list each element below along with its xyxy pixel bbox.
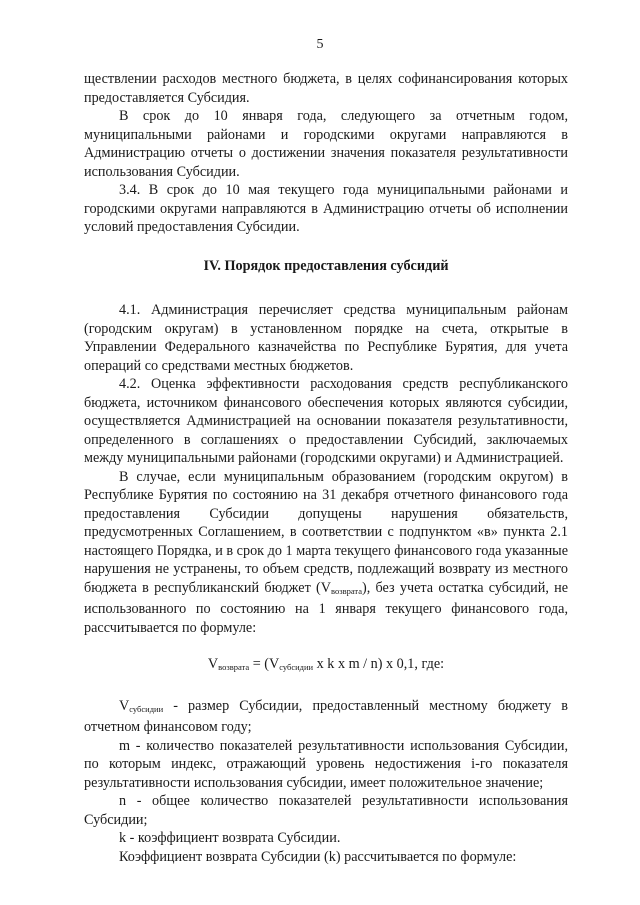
definition-v-subsidii bbox=[84, 697, 568, 737]
section-heading: IV. Порядок предоставления субсидий bbox=[203, 257, 449, 274]
paragraph-4-1: 4.1. Администрация перечисляет средства муниципальным районам (городским округам) в установленном порядке на счета, открытые в Управлении Федерального казначейства по Республике Бурятия, для учета операций со средствами местных бюджетов. bbox=[84, 302, 568, 374]
paragraph-4-2: 4.2. Оценка эффективности расходования средств республиканского бюджета, источником финансового обеспечения которых являются субсидии, осуществляется Администрацией на основании показателя результативности, определенного в соглашениях о предоставлении Субсидий, заключаемых между муниципальными районами (городскими округами) и Администрацией. bbox=[84, 376, 568, 466]
definition-symbol: V bbox=[119, 697, 130, 714]
formula-eq: = (V bbox=[249, 656, 280, 672]
paragraph-return-condition bbox=[84, 468, 568, 638]
formula-lhs-subscript: возврата bbox=[218, 662, 250, 672]
paragraph-text-part: ), без учета остатка субсидий, не использованного по состоянию на 1 января текущего финансового года, рассчитывается по формуле: bbox=[84, 579, 569, 636]
subscript-vozvrata: возврата bbox=[331, 585, 362, 596]
document-body bbox=[84, 70, 568, 866]
definition-m: m - количество показателей результативности использования Субсидии, по которым индекс, отражающий уровень недостижения i-го показателя результативности использования субсидии, имеет положительное значение; bbox=[84, 737, 568, 791]
paragraph-text-part: В случае, если муниципальным образованием (городским округом) в Республике Бурятия по состоянию на 31 декабря отчетного финансового года предоставления Субсидии допущены нарушения обязательств, предусмотренных Соглашением, в соответствии с подпунктом «в» пункта 2.1 настоящего Порядка, и в срок до 1 марта текущего финансового года указанные нарушения не устранены, то объем средств, подлежащий возврату из местного бюджета в республиканский бюджет (V bbox=[84, 468, 568, 596]
formula-lhs: V bbox=[207, 656, 219, 672]
return-formula bbox=[84, 655, 568, 677]
definition-text: - размер Субсидии, предоставленный местному бюджету в отчетном финансовом году; bbox=[84, 697, 568, 735]
coefficient-intro: Коэффициент возврата Субсидии (k) рассчитывается по формуле: bbox=[119, 848, 517, 865]
paragraph-3-4: 3.4. В срок до 10 мая текущего года муниципальными районами и городскими округами направляются в Администрацию отчеты об исполнении условий предоставления Субсидии. bbox=[84, 182, 568, 235]
definition-k: k - коэффициент возврата Субсидии. bbox=[119, 830, 341, 846]
paragraph-reports-january: В срок до 10 января года, следующего за отчетным годом, муниципальными районами и городскими округами направляются в Администрацию отчеты о достижении значения показателя результативности использования Субсидии. bbox=[84, 108, 568, 180]
page-number: 5 bbox=[316, 37, 324, 52]
definition-n: n - общее количество показателей результативности использования Субсидии; bbox=[84, 793, 568, 828]
formula-rest: x k x m / n) x 0,1, где: bbox=[313, 656, 445, 672]
paragraph-continuation: ществлении расходов местного бюджета, в целях софинансирования которых предоставляется Субсидия. bbox=[84, 71, 568, 106]
definition-subscript: субсидии bbox=[129, 703, 164, 714]
formula-rhs-subscript: субсидии bbox=[279, 662, 314, 672]
